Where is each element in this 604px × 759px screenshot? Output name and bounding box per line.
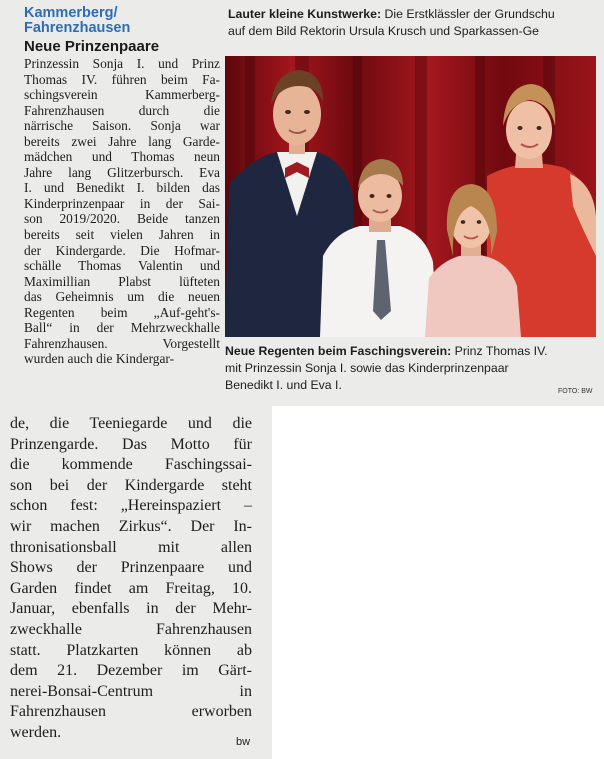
text-line: Shows der Prinzenpaare und xyxy=(10,559,252,577)
text-line: dem 21. Dezember im Gärt- xyxy=(10,662,252,680)
text-line: schon fest: „Hereinspaziert – xyxy=(10,497,252,515)
text-line: wir machen Zirkus“. Der In- xyxy=(10,517,252,535)
text-line: wurden auch die Kindergar- xyxy=(24,351,175,367)
text-line: zweckhalle Fahrenzhausen xyxy=(10,620,252,638)
caption-line-2: mit Prinzessin Sonja I. sowie das Kinderprinzenpaar xyxy=(225,361,509,375)
text-line: son bei der Kindergarde steht xyxy=(10,476,252,494)
text-line: bereits seit vielen Jahren in xyxy=(24,227,220,243)
text-line: Garden findet am Freitag, 10. xyxy=(10,579,252,597)
text-line: Kinderprinzenpaar in der Sai- xyxy=(24,195,220,211)
text-line: Thomas IV. führen beim Fa- xyxy=(24,71,220,87)
location-line-1: Kammerberg/ xyxy=(24,5,118,21)
text-line: Ball“ in der Mehrzweckhalle xyxy=(24,320,220,336)
article-headline: Neue Prinzenpaare xyxy=(24,38,160,55)
text-line: bereits zwei Jahre lang Garde- xyxy=(24,133,220,149)
text-line: das Geheimnis um die neuen xyxy=(24,289,220,305)
caption-line-3: Benedikt I. und Eva I. xyxy=(225,378,342,392)
text-line: mädchen und Thomas neun xyxy=(24,149,220,165)
photo-caption xyxy=(225,343,603,394)
text-line: Fahrenzhausen. Vorgestellt xyxy=(24,335,220,351)
text-line: Regenten beim „Auf-geht's- xyxy=(24,304,220,320)
neighbor-teaser xyxy=(228,6,604,40)
teaser-kicker: Lauter kleine Kunstwerke: xyxy=(228,7,382,21)
caption-line-1 xyxy=(225,343,603,360)
text-line: nerei-Bonsai-Centrum in xyxy=(10,682,252,700)
text-line: schingsverein Kammerberg- xyxy=(24,87,220,103)
text-line: Fahrenzhausen erworben xyxy=(10,703,252,721)
teaser-line-2: auf dem Bild Rektorin Ursula Krusch und Sparkassen-Ge xyxy=(228,24,539,38)
article-photo xyxy=(225,56,596,337)
article-column-1 xyxy=(24,56,220,367)
text-line: schälle Thomas Valentin und xyxy=(24,258,220,274)
text-line: Januar, ebenfalls in der Mehr- xyxy=(10,600,252,618)
teaser-line-1 xyxy=(228,6,604,23)
text-line: werden. xyxy=(10,723,62,741)
photo-illustration xyxy=(225,56,596,337)
text-line: son 2019/2020. Beide tanzen xyxy=(24,211,220,227)
location-line-2: Fahrenzhausen xyxy=(24,20,131,36)
text-line: die kommende Faschingssai- xyxy=(10,456,252,474)
text-line: der Kindergarde. Die Hofmar- xyxy=(24,242,220,258)
article-column-2 xyxy=(10,414,252,744)
text-line: Fahrenzhausen durch die xyxy=(24,102,220,118)
text-line: Maximillian Plabst lüfteten xyxy=(24,273,220,289)
location-kicker xyxy=(24,6,130,36)
text-line: statt. Platzkarten können ab xyxy=(10,641,252,659)
article-clipping-continuation xyxy=(0,404,272,759)
caption-kicker: Neue Regenten beim Faschingsverein: xyxy=(225,344,452,358)
author-initials: bw xyxy=(236,736,251,748)
text-line: de, die Teeniegarde und die xyxy=(10,415,252,432)
caption-line-1-text: Prinz Thomas IV. xyxy=(451,344,548,358)
text-line: Prinzessin Sonja I. und Prinz xyxy=(24,56,220,71)
teaser-line-1-text: Die Erstklässler der Grundschu xyxy=(381,7,555,21)
photo-credit: FOTO: BW xyxy=(558,388,593,395)
text-line: Jahre lang Glitzerbursch. Eva xyxy=(24,164,220,180)
text-line: närrische Saison. Sonja war xyxy=(24,118,220,134)
text-line: thronisationsball mit allen xyxy=(10,538,252,556)
text-line: Prinzengarde. Das Motto für xyxy=(10,435,252,453)
text-line: I. und Benedikt I. bilden das xyxy=(24,180,220,196)
